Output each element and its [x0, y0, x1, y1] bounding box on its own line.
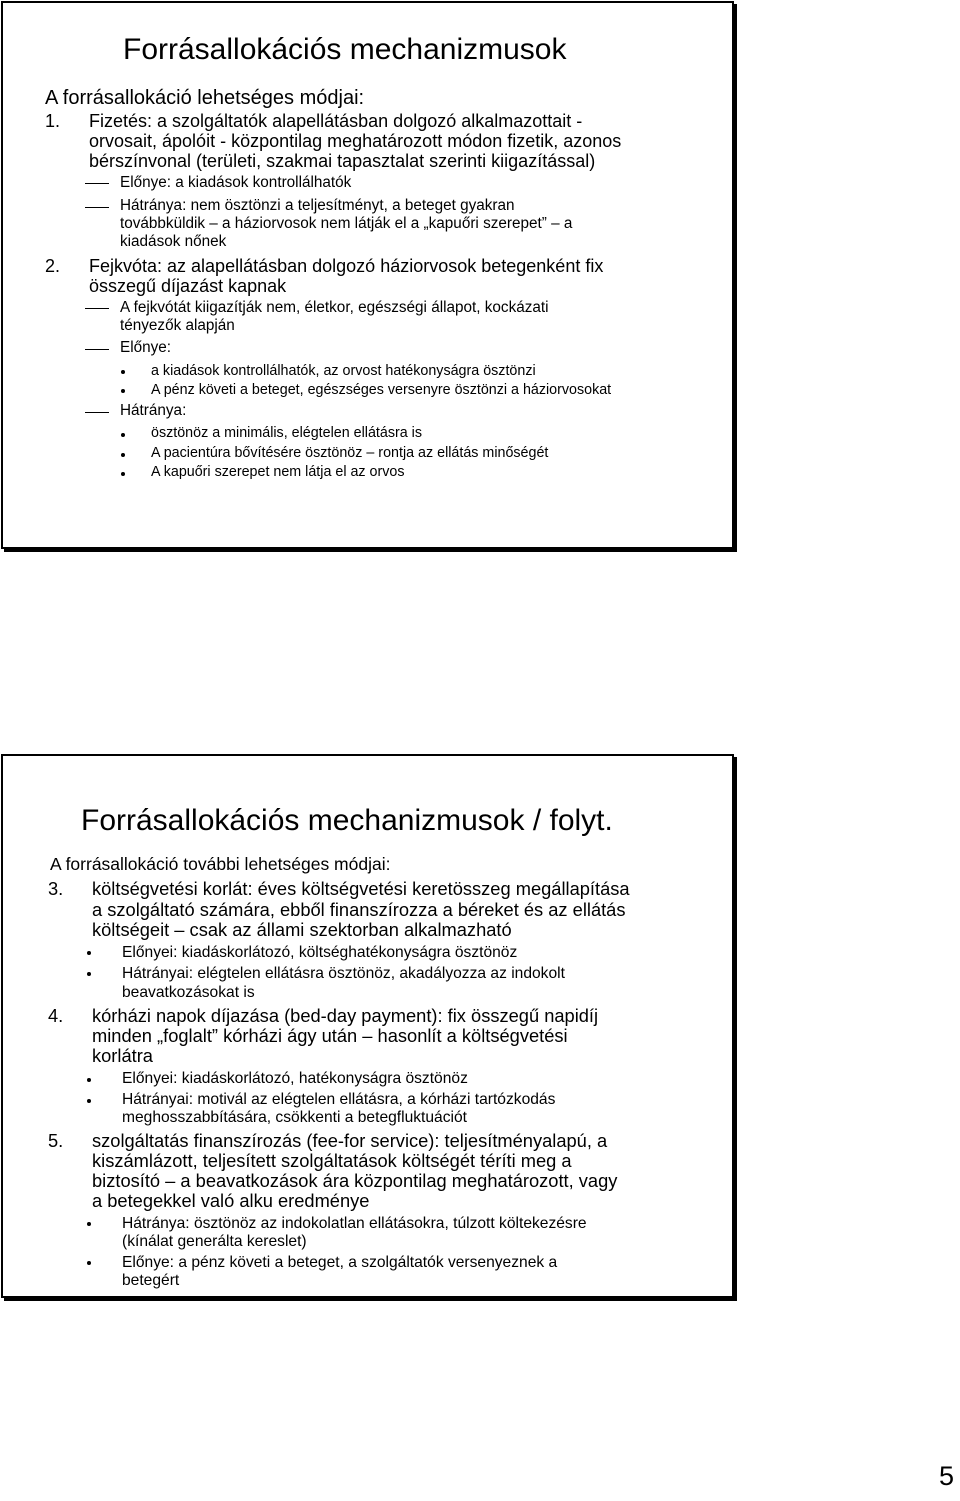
adjust-text-line: tényezők alapján	[120, 317, 235, 334]
item-number: 5.	[48, 1130, 64, 1151]
item-text-line: orvosait, ápolóit - központilag meghatározott módon fizetik, azonos	[89, 131, 622, 151]
pro-item: a kiadások kontrollálhatók, az orvost hatékonyságra ösztönzi	[151, 363, 536, 379]
con-text-line: kiadások nőnek	[120, 233, 227, 250]
item-text-line: minden „foglalt” kórházi ágy után – hasonlít a költségvetési	[92, 1025, 568, 1046]
pro-text-line: Előnye: a pénz követi a beteget, a szolgáltatók versenyeznek a	[122, 1254, 558, 1271]
item-text-line: szolgáltatás finanszírozás (fee-for service): teljesítményalapú, a	[92, 1130, 608, 1151]
slide-title: Forrásallokációs mechanizmusok / folyt.	[81, 804, 613, 837]
dash-bullet	[85, 349, 109, 350]
pro-text: Előnye: a kiadások kontrollálhatók	[120, 174, 352, 191]
slide-1	[1, 1, 734, 549]
dot-bullet	[87, 1222, 91, 1226]
con-item: ösztönöz a minimális, elégtelen ellátásra is	[151, 425, 422, 441]
dot-bullet	[121, 433, 125, 437]
slide-subtitle: A forrásallokáció további lehetséges módjai:	[50, 854, 391, 874]
item-text-line: Fizetés: a szolgáltatók alapellátásban dolgozó alkalmazottait -	[89, 111, 583, 131]
con-text-line: Hátrányai: motivál az elégtelen ellátásra, a kórházi tartózkodás	[122, 1091, 556, 1108]
con-text-line: Hátránya: nem ösztönzi a teljesítményt, a beteget gyakran	[120, 197, 515, 214]
dash-bullet	[85, 207, 109, 208]
item-text-line: korlátra	[92, 1045, 153, 1066]
dot-bullet	[121, 453, 125, 457]
item-text-line: kórházi napok díjazása (bed-day payment): fix összegű napidíj	[92, 1005, 599, 1026]
item-number: 1.	[45, 111, 61, 131]
item-number: 2.	[45, 256, 61, 276]
dash-bullet	[85, 412, 109, 413]
pro-text: Előnyei: kiadáskorlátozó, hatékonyságra ösztönöz	[122, 1070, 468, 1087]
item-text-line: a szolgáltató számára, ebből finanszírozza a béreket és az ellátás	[92, 899, 626, 920]
con-label: Hátránya:	[120, 402, 187, 419]
dash-bullet	[85, 308, 109, 309]
pro-text-line: betegért	[122, 1272, 180, 1289]
page-number: 5	[938, 1461, 954, 1491]
slide-subtitle: A forrásallokáció lehetséges módjai:	[45, 87, 365, 109]
con-text-line: (kínálat generálta kereslet)	[122, 1233, 307, 1250]
item-text-line: összegű díjazást kapnak	[89, 276, 287, 296]
slide-title: Forrásallokációs mechanizmusok	[123, 33, 567, 66]
pro-text: Előnyei: kiadáskorlátozó, költséghatékonyságra ösztönöz	[122, 944, 518, 961]
con-text-line: Hátrányai: elégtelen ellátásra ösztönöz, akadályozza az indokolt	[122, 965, 565, 982]
con-text-line: Hátránya: ösztönöz az indokolatlan ellátásokra, túlzott költekezésre	[122, 1215, 587, 1232]
dot-bullet	[87, 1261, 91, 1265]
con-item: A pacientúra bővítésére ösztönöz – rontja az ellátás minőségét	[151, 445, 549, 461]
dash-bullet	[85, 183, 109, 184]
item-number: 3.	[48, 878, 64, 899]
con-text-line: továbbküldik – a háziorvosok nem látják el a „kapuőri szerepet” – a	[120, 215, 573, 232]
dot-bullet	[121, 370, 125, 374]
dot-bullet	[87, 1078, 91, 1082]
dot-bullet	[87, 951, 91, 955]
pro-label: Előnye:	[120, 339, 172, 356]
con-item: A kapuőri szerepet nem látja el az orvos	[151, 464, 405, 480]
item-text-line: kiszámlázott, teljesített szolgáltatások költségét téríti meg a	[92, 1150, 572, 1171]
con-text-line: meghosszabbítására, csökkenti a betegfluktuációt	[122, 1109, 467, 1126]
dot-bullet	[121, 389, 125, 393]
item-text-line: költségeit – csak az állami szektorban alkalmazható	[92, 919, 512, 940]
dot-bullet	[121, 472, 125, 476]
adjust-text-line: A fejkvótát kiigazítják nem, életkor, egészségi állapot, kockázati	[120, 299, 549, 316]
pro-item: A pénz követi a beteget, egészséges versenyre ösztönzi a háziorvosokat	[151, 382, 612, 398]
item-text-line: költségvetési korlát: éves költségvetési keretösszeg megállapítása	[92, 878, 630, 899]
item-text-line: bérszínvonal (területi, szakmai tapasztalat szerinti kiigazítással)	[89, 151, 596, 171]
slide-2	[1, 754, 734, 1298]
item-number: 4.	[48, 1005, 64, 1026]
item-text-line: Fejkvóta: az alapellátásban dolgozó háziorvosok betegenként fix	[89, 256, 604, 276]
dot-bullet	[87, 972, 91, 976]
item-text-line: a betegekkel való alku eredménye	[92, 1190, 370, 1211]
con-text-line: beavatkozásokat is	[122, 984, 255, 1001]
dot-bullet	[87, 1099, 91, 1103]
item-text-line: biztosító – a beavatkozások ára központilag meghatározott, vagy	[92, 1170, 618, 1191]
